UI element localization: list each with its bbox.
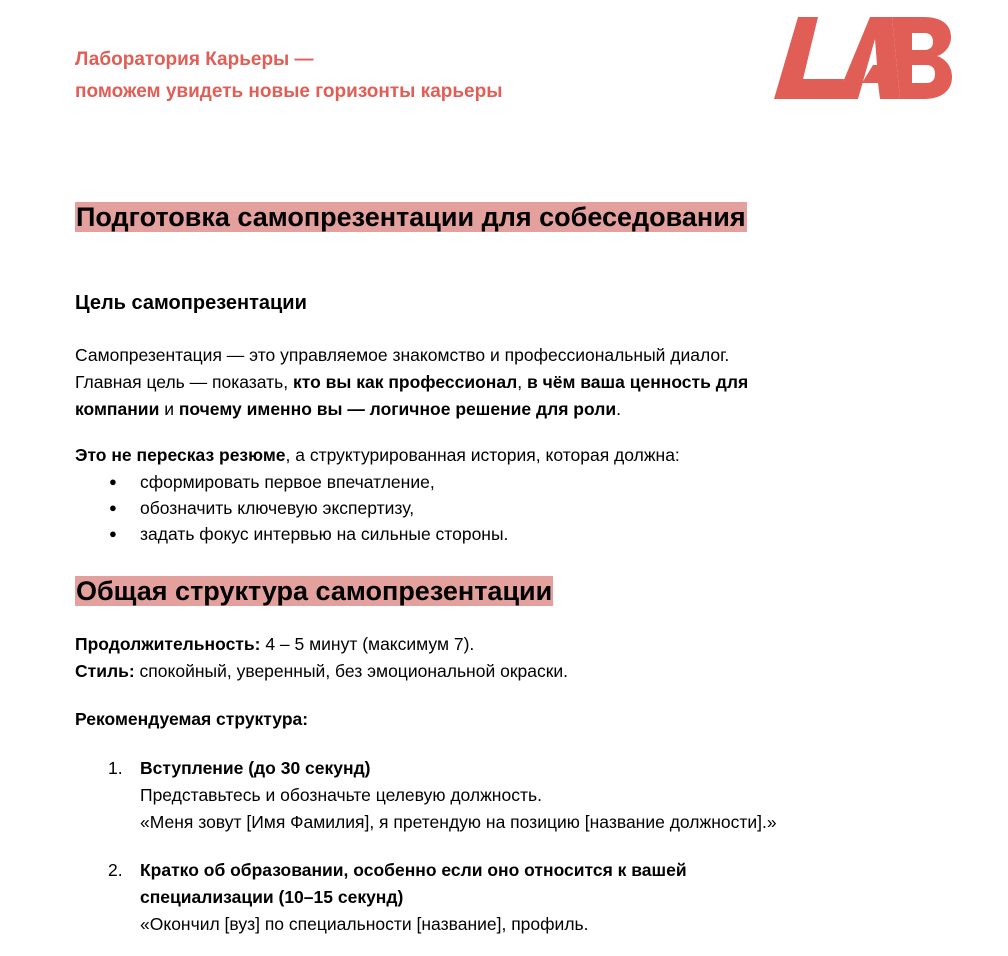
- list-item: ● задать фокус интервью на сильные стороны.: [109, 524, 509, 544]
- style-line: Стиль: спокойный, уверенный, без эмоциональной окраски.: [75, 661, 568, 681]
- goal-line-2: Главная цель — показать, кто вы как профессионал, в чём ваша ценность для: [75, 372, 749, 392]
- logo-letter-l: [774, 17, 844, 99]
- structure-label: Рекомендуемая структура:: [75, 709, 309, 729]
- goal-paragraph: [75, 342, 955, 423]
- goal-line-3: компании и почему именно вы — логичное решение для роли.: [75, 399, 621, 419]
- logo-letter-a: [836, 17, 900, 99]
- logo-letter-b: [892, 17, 952, 99]
- section-title-structure: Общая структура самопрезентации: [76, 576, 553, 606]
- header-tagline: [75, 44, 502, 108]
- section-title-preparation: Подготовка самопрезентации для собеседования: [76, 202, 746, 232]
- goal-line-1: Самопрезентация — это управляемое знакомство и профессиональный диалог.: [75, 345, 730, 365]
- not-resume-paragraph: Это не пересказ резюме, а структурированная история, которая должна:: [75, 445, 680, 465]
- duration-style-paragraph: [75, 631, 955, 685]
- list-item: ● обозначить ключевую экспертизу,: [109, 498, 415, 518]
- lab-logo: [774, 17, 952, 101]
- goal-heading: Цель самопрезентации: [75, 292, 307, 314]
- tagline-line-2: поможем увидеть новые горизонты карьеры: [75, 81, 503, 102]
- goal-bullet-list: [75, 469, 508, 547]
- tagline-line-1: Лаборатория Карьеры —: [75, 49, 314, 70]
- structure-item-1: [75, 755, 800, 836]
- list-item: ● сформировать первое впечатление,: [109, 472, 435, 492]
- structure-item-2: [75, 857, 800, 938]
- list-item: 2. Кратко об образовании, особенно если оно относится к вашей специализации (10–15 секунд) «Окончил [вуз] по специальности [название], профиль.: [108, 860, 687, 934]
- list-item: 1. Вступление (до 30 секунд) Представьтесь и обозначьте целевую должность. «Меня зовут [Имя Фамилия], я претендую на позицию [название должности].»: [108, 758, 777, 832]
- duration-line: Продолжительность: 4 – 5 минут (максимум 7).: [75, 634, 475, 654]
